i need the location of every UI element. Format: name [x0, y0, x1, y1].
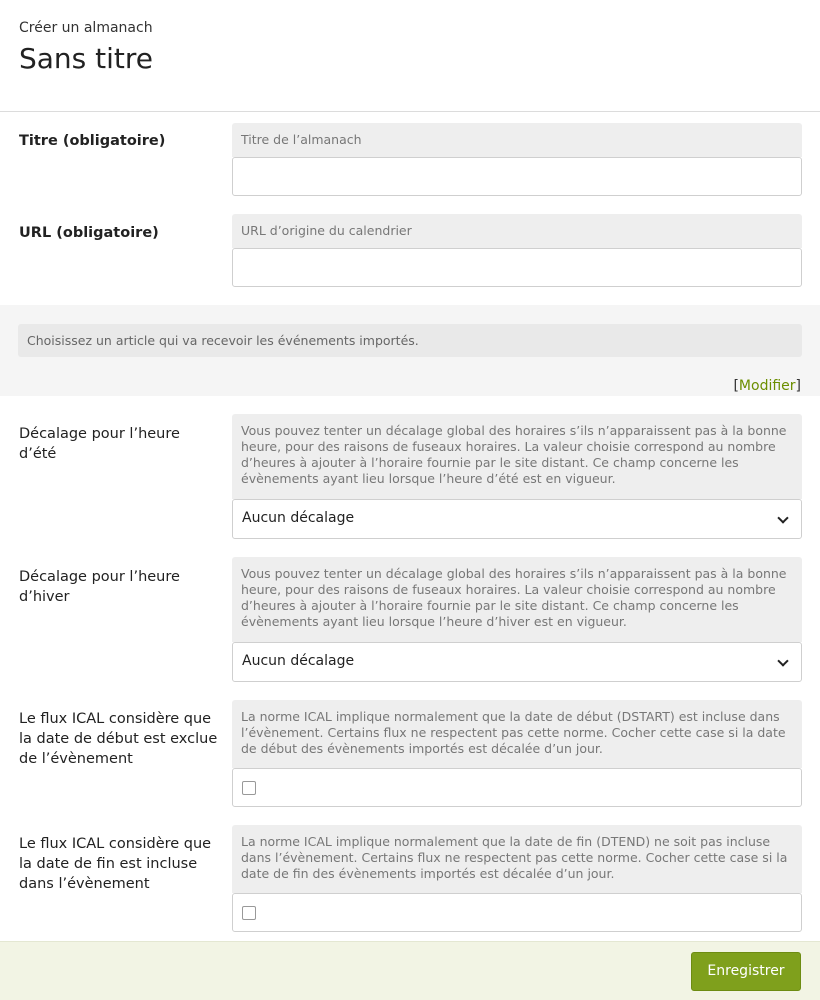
chevron-down-icon — [777, 512, 788, 523]
decalage-hiver-explication: Vous pouvez tenter un décalage global des horaires s’ils n’apparaissent pas à la bonne heure, pour des raisons de fuseaux horaires. La valeur choisie correspond au nombre d’heures à ajouter à l’horaire fournie par le site distant. Ce champ concerne les évènements ayant lieu lorsque l’heure d’hiver est en vigueur. — [232, 557, 802, 642]
dtstart-label: Le flux ICAL considère que la date de début est exclue de l’évènement — [19, 711, 218, 767]
page-title: Sans titre — [19, 42, 154, 75]
article-note: Choisissez un article qui va recevoir les événements importés. — [18, 324, 802, 357]
bracket-close: ] — [795, 378, 801, 394]
dtend-checkbox-wrap — [232, 893, 802, 932]
save-button[interactable]: Enregistrer — [691, 952, 801, 991]
modifier-link-wrap — [733, 378, 801, 394]
chevron-down-icon — [777, 655, 788, 666]
titre-explication: Titre de l’almanach — [232, 123, 802, 157]
article-section — [0, 305, 820, 396]
dtstart-explication: La norme ICAL implique normalement que la date de début (DSTART) est incluse dans l’évènement. Certains flux ne respectent pas cette norme. Cocher cette case si la date de début des évènements importés est décalée d’un jour. — [232, 700, 802, 768]
page-subtitle: Créer un almanach — [19, 20, 153, 36]
decalage-hiver-label: Décalage pour l’heure d’hiver — [19, 569, 180, 605]
decalage-ete-label: Décalage pour l’heure d’été — [19, 426, 180, 462]
dtstart-checkbox-wrap — [232, 768, 802, 807]
bracket-open: [ — [733, 378, 739, 394]
dtstart-checkbox[interactable] — [242, 781, 256, 795]
modifier-link[interactable]: Modifier — [738, 378, 796, 394]
dtend-explication: La norme ICAL implique normalement que la date de fin (DTEND) ne soit pas incluse dans l’évènement. Certains flux ne respectent pas cette norme. Cocher cette case si la date de fin des évènements importés est décalée d’un jour. — [232, 825, 802, 893]
url-label: URL (obligatoire) — [19, 225, 159, 241]
titre-input[interactable] — [232, 157, 802, 196]
form-footer — [0, 941, 820, 1000]
url-input[interactable] — [232, 248, 802, 287]
titre-label: Titre (obligatoire) — [19, 133, 166, 149]
decalage-hiver-select[interactable] — [232, 642, 802, 682]
dtend-checkbox[interactable] — [242, 906, 256, 920]
decalage-ete-selected: Aucun décalage — [242, 510, 355, 526]
page-header — [0, 0, 820, 112]
decalage-ete-explication: Vous pouvez tenter un décalage global des horaires s’ils n’apparaissent pas à la bonne heure, pour des raisons de fuseaux horaires. La valeur choisie correspond au nombre d’heures à ajouter à l’horaire fournie par le site distant. Ce champ concerne les évènements ayant lieu lorsque l’heure d’été est en vigueur. — [232, 414, 802, 499]
dtend-label: Le flux ICAL considère que la date de fin est incluse dans l’évènement — [19, 836, 212, 892]
url-explication: URL d’origine du calendrier — [232, 214, 802, 248]
decalage-hiver-selected: Aucun décalage — [242, 653, 355, 669]
decalage-ete-select[interactable] — [232, 499, 802, 539]
